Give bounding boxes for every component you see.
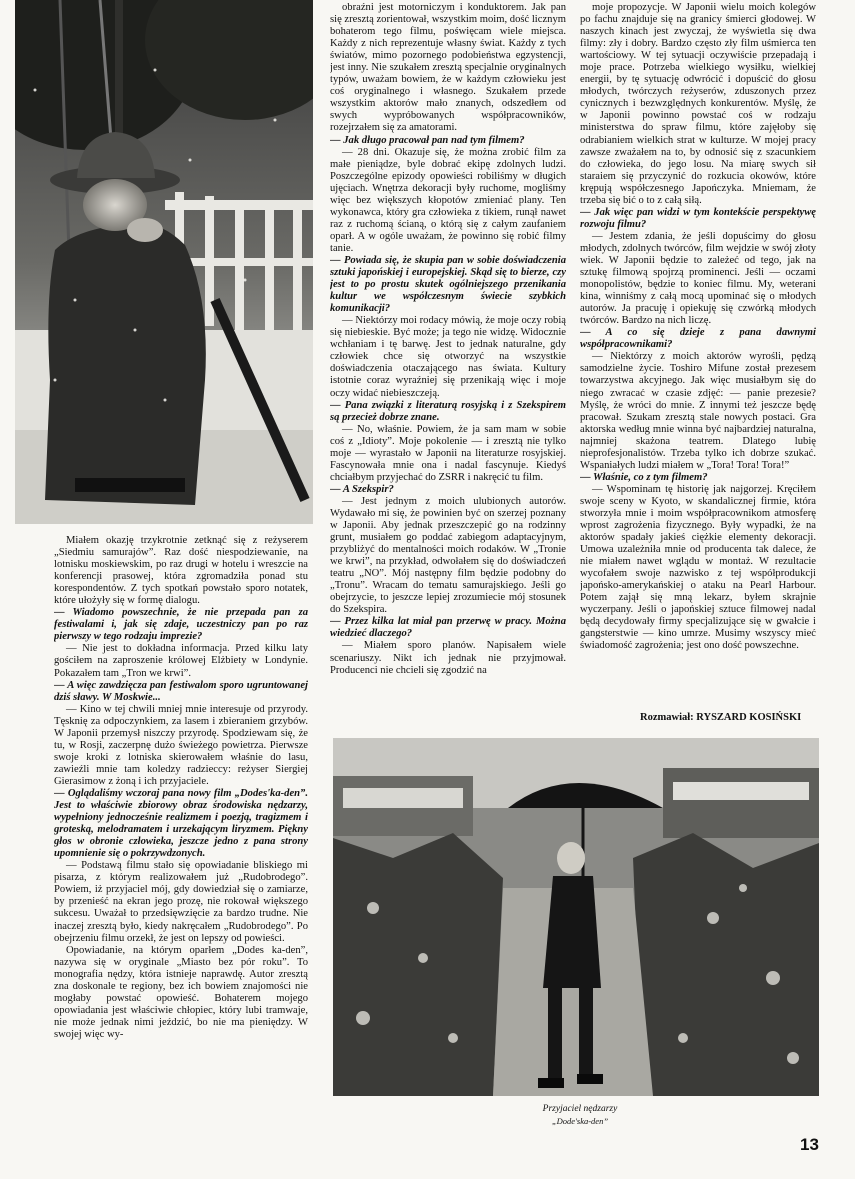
article-column-3 <box>580 2 816 702</box>
photo-man-with-umbrella <box>333 738 819 1096</box>
interview-question: — Pana związki z literaturą rosyjską i z Szekspirem są przecież dobrze znane. <box>330 399 566 423</box>
interview-question: — A co się dzieje z pana dawnymi współpracownikami? <box>580 327 816 351</box>
interview-paragraph: moje propozycje. W Japonii wielu moich kolegów po fachu znajduje się na granicy śmierci głodowej. W naszych kinach jest zwyczaj, że wyświetla się dwa filmy: zły i dobry. Bardzo często zły film uśmierca ten wartościowy. W tej sytuacji oczywiście przepadają i moje prace. Potrzeba wielkiego wysiłku, wielkiej energii, by tę sytuację odwrócić i dopuścić do głosu młodych, twórczych reżyserów, zduszonych przez cynicznych i bezwzględnych konkurentów. Myślę, że w Japonii powinno powstać coś w rodzaju ministerstwa do spraw filmu, które zajęłoby się odrabianiem wielkich strat w kulturze. W mojej pracy zawsze zważałem na to, by odnosić się z szacunkiem do człowieka, do jego losu. Na miarę swych sił staraiem się przyczynić do rozkucia okowów, które krępują współczesnego Japończyka. Mniemam, że trzeba się bić o to z całą siłą. <box>580 2 816 206</box>
interview-question: — Oglądaliśmy wczoraj pana nowy film „Dodes'ka-den”. Jest to właściwie zbiorowy obraz środowiska nędzarzy, wypełniony jednocześnie realizmem i poezją, tragizmem i groteską, melodramatem i urzekającym liryzmem. Piękny głos w obronie człowieka, jeszcze jedno z pana strony upomnienie się o pokrzywdzonych. <box>54 787 308 860</box>
interview-paragraph: — Miałem sporo planów. Napisałem wiele scenariuszy. Nikt ich jednak nie przyjmował. Producenci nie chcieli się zgodzić na <box>330 640 566 676</box>
interview-paragraph: — Podstawą filmu stało się opowiadanie bliskiego mi pisarza, z którym realizowałem już „Rudobrodego”. Powiem, iż przyjaciel mój, gdy dowiedział się o zamiarze, by przenieść na ekran jego prozę, nie rokował większego sukcesu. Uważał to przedsięwzięcie za bardzo trudne. Nie inaczej zresztą było, kiedy nakręcałem „Rudobrodego”. Po obejrzeniu filmu orzekł, że jest on lepszy od powieści. <box>54 860 308 944</box>
photo-man-on-swing <box>15 0 313 524</box>
interview-paragraph: Miałem okazję trzykrotnie zetknąć się z reżyserem „Siedmiu samurajów”. Raz dość niespodziewanie, na lotnisku moskiewskim, po raz drugi w hotelu i wreszcie na konferencji prasowej, która zgromadziła ponad stu korespondentów. Z tych spotkań powstało sporo notatek, które ułożyły się w formę dialogu. <box>54 535 308 607</box>
interview-question: — Jak długo pracował pan nad tym filmem? <box>330 134 525 146</box>
interview-question: — A Szekspir? <box>330 483 394 495</box>
interview-paragraph: Opowiadanie, na którym oparłem „Dodes ka-den”, nazywa się w oryginale „Miasto bez pór roku”. To monografia nędzy, która istnieje naprawdę. Autor zresztą zna doskonale te regiony, bez ich bowiem znajomości nie mogłaby powstać opowieść. Bohaterem mojego opowiadania jest właściwie chłopiec, który lubi tramwaje, nie może jednak nimi jeździć, bo nie ma pieniędzy. W swojej więc wy- <box>54 944 308 1040</box>
interviewer-credit: Rozmawiał: RYSZARD KOSIŃSKI <box>640 712 802 723</box>
swing-photo-icon <box>15 0 313 524</box>
interview-question: — Wiadomo powszechnie, że nie przepada pan za festiwalami i, jak się zdaje, uczestniczy pan po raz pierwszy w tego rodzaju imprezie? <box>54 607 308 643</box>
page-number: 13 <box>800 1135 819 1154</box>
interview-paragraph: — Jestem zdania, że jeśli dopuścimy do głosu młodych, zdolnych twórców, film wejdzie w swój złoty wiek. W Japonii będzie to zależeć od tego, jak na sztukę filmową spojrzą prominenci. Jeśli — oczami monopolistów, będzie to koniec filmu. My, weterani kina, winniśmy z całą mocą upominać się o młodych autorów. Ja pracuję i opiekuję się czwórką młodych twórców. Bardzo na nich liczę. <box>580 230 816 327</box>
interview-question: — Przez kilka lat miał pan przerwę w pracy. Można wiedzieć dlaczego? <box>330 616 566 640</box>
interview-paragraph: — Niektórzy moi rodacy mówią, że moje oczy robią się niebieskie. Być może; ja tego nie widzę. Widocznie wchłaniam i tę barwę. Jest to jednak naturalne, gdy człowiek chce się otworzyć na wszystkie doświadczenia otaczającego nas świata. Kultury istotnie coraz wyraźniej się przenikają więc i moje oczy widać niebieszczeją. <box>330 315 566 399</box>
article-column-1 <box>54 535 308 1133</box>
interview-paragraph: — Wspominam tę historię jak najgorzej. Kręciłem swoje sceny w Kyoto, w skandalicznej firmie, która stworzyła mnie i moim współpracownikom atmosferę wprost zagrożenia fizycznego. Były wypadki, że na aktorów spadały jakieś ciężkie elementy dekoracji. Umowa uzależniła mnie od producenta tak dalece, że nie miałem nawet wglądu w montaż. W rezultacie wycofałem swoje nazwisko z tej współprodukcji japońsko-amerykańskiej o ataku na Pearl Harbour. Potem zajął się mną lekarz, byłem skrajnie wyczerpany. Jeśli o japońskiej sztuce filmowej nadal będą decydowały firmy specjalizujące się w gwałcie i gangsterstwie — kino umrze. Musimy wszyscy mieć świadomość zagrożenia; jest ono dość powszechne. <box>580 483 816 652</box>
interview-paragraph: — Nie jest to dokładna informacja. Przed kilku laty gościłem na zaproszenie królowej Elżbiety w Londynie. Pokazałem tam „Tron we krwi”. <box>54 643 308 679</box>
interview-paragraph: obraźni jest motorniczym i konduktorem. Jak pan się zresztą zorientował, wszystkim moim, dość licznym bohaterom tego filmu, poświęcam wiele miejsca. Każdy z nich reprezentuje własny świat. Każdy z tych światów, mimo pozornego podobieństwa egzystencji, jest inny. Nie szukałem zresztą specjalnie oryginalnych typów, uważam bowiem, że w każdym człowieku jest coś oryginalnego i własnego. Szukałem przede wszystkim aktorów mało znanych, odszedłem od swych wypróbowanych współpracowników, rozejrzałem się za amatorami. <box>330 2 566 134</box>
interview-paragraph: — Niektórzy z moich aktorów wyrośli, pędzą samodzielne życie. Toshiro Mifune został prezesem towarzystwa akcyjnego. Jak więc musiałbym się do niego zwracać w czasie zdjęć: — panie prezesie? Myślę, że wróci do mnie. Z innymi też jeszcze będę pracował. Szukam zresztą stale nowych postaci. Gra aktorska według mnie winna być najbardziej naturalna, najmniej skażona teatrem. Dlatego lubię nieprofesjonalistów. Trzeba tylko ich dobrze szukać. Wspaniałych ludzi miałem w „Tora! Tora! Tora!” <box>580 351 816 471</box>
article-column-2 <box>330 2 566 722</box>
interview-question: — Jak więc pan widzi w tym kontekście perspektywę rozwoju filmu? <box>580 206 816 230</box>
umbrella-photo-icon <box>333 738 819 1096</box>
interview-question: — Właśnie, co z tym filmem? <box>580 471 708 483</box>
interview-question: — A więc zawdzięcza pan festiwalom sporo ugruntowanej dziś sławy. W Moskwie... <box>54 679 308 703</box>
interview-paragraph: — Kino w tej chwili mniej mnie interesuje od przyrody. Tęsknię za odpoczynkiem, za lasem i zbieraniem grzybów. W Japonii przemysł niszczy przyrodę. Spodziewam się, że tu, w Rosji, zaczerpnę dużo świeżego powietrza. Pierwsze swoje kroki z lotniska skierowałem właśnie do lasu, zawieźli mnie tam koledzy radzieccy: reżyser Siergiej Gierasimow z żoną i ich przyjaciele. <box>54 703 308 787</box>
interview-paragraph: — No, właśnie. Powiem, że ja sam mam w sobie coś z „Idioty”. Moje pokolenie — i zresztą nie tylko moje — wyrastało w Japonii na literaturze rosyjskiej. Fascynowała mnie ona i nadal fascynuje. Kiedyś chciałbym przyjechać do ZSRR i nakręcić tu film. <box>330 423 566 483</box>
photo-caption <box>480 1103 680 1127</box>
caption-line-1: Przyjaciel nędzarzy <box>542 1104 618 1114</box>
interview-paragraph: — Jest jednym z moich ulubionych autorów. Wydawało mi się, że powinien być on szerzej poznany w Japonii. Aby jednak przeszczepić go na rodzinny grunt, musiałem go poddać zabiegom adaptacyjnym, przybliżyć do mentalności moich rodaków. W „Tronie we krwi”, na przykład, odwołałem się do doświadczeń teatru „NO”. Mój następny film będzie podobny do „Tronu”. Wracam do tematu samurajskiego. Jeśli go obejrzycie, to jeszcze lepiej zrozumiecie mój stosunek do Szekspira. <box>330 495 566 616</box>
caption-line-2: „Dode'ska-den” <box>551 1116 609 1126</box>
interview-question: — Powiada się, że skupia pan w sobie doświadczenia sztuki japońskiej i europejskiej. Skąd się to bierze, czy jest to po prostu skutek ogólniejszego przenikania kultur we współczesnym świecie szybkich komunikacji? <box>330 254 566 315</box>
interview-paragraph: — 28 dni. Okazuje się, że można zrobić film za małe pieniądze, byle dobrać ekipę zdolnych ludzi. Poszczególne epizody opowieści robiliśmy w długich ujęciach. Wnętrza dekoracji były ruchome, mogliśmy więc bez większych kłopotów zmieniać plany. Ten wykonawca, który gra człowieka z tikiem, runął nawet raz z ruchomą ścianą, o którą się z całym zaufaniem oparł. A w ogóle uważam, że powinno się robić filmy tanie. <box>330 146 566 254</box>
